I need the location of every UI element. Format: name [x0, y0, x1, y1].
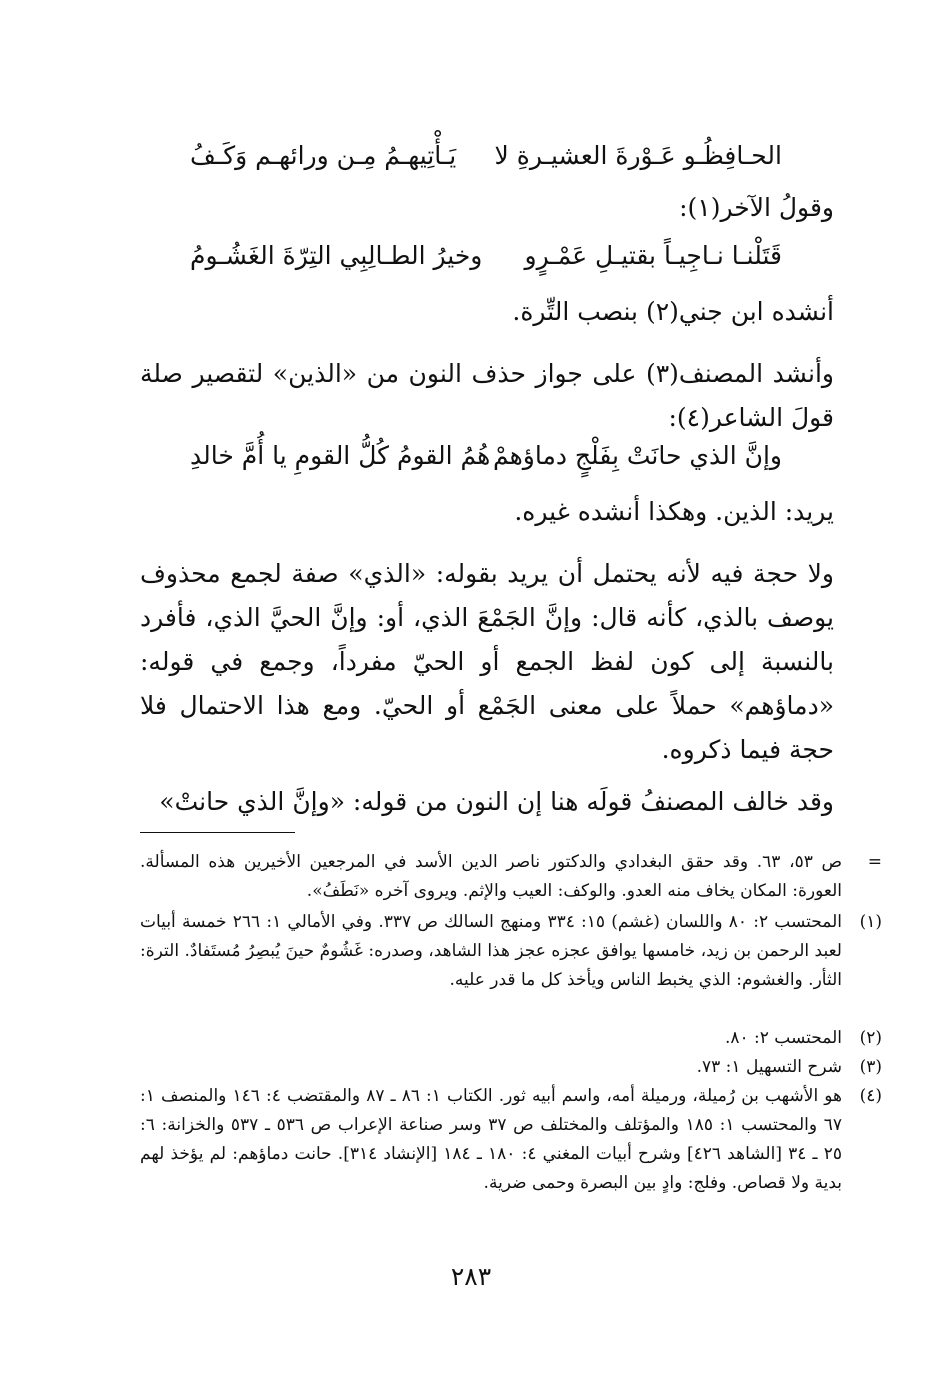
verse-2-note: أنشده ابن جني(٢) بنصب التِّرة.: [512, 297, 834, 326]
verse-3-note: يريد: الذين. وهكذا أنشده غيره.: [514, 497, 834, 526]
footnote-3: [140, 1053, 882, 1082]
page-number: ٢٨٣: [450, 1262, 492, 1291]
verse-3-first-hemistich: وإنَّ الذي حانَتْ بِفَلْجٍ دماؤهمْ: [492, 441, 782, 470]
footnote-marker: =: [867, 852, 882, 872]
footnote-separator: [140, 832, 295, 833]
verse-2-intro: وقولُ الآخر(١):: [679, 193, 834, 222]
footnote-continued: [140, 848, 882, 906]
footnote-1: [140, 908, 882, 995]
verse-1-second-hemistich: يَـأْتِيهـمُ مِـن ورائهـم وَكَـفُ: [190, 141, 457, 170]
footnote-text: شرح التسهيل ١: ٧٣.: [696, 1057, 842, 1077]
footnote-text: ص ٥٣، ٦٣. وقد حقق البغدادي والدكتور ناصر الدين الأسد في المرجعين الأخيرين هذه المسألة. العورة: المكان يخاف منه العدو. والوكف: العيب والإثم. ويروى آخره «نَطَفُ».: [140, 852, 843, 901]
verse-2: [190, 240, 782, 280]
verse-3: [190, 440, 782, 480]
footnote-marker: (١): [859, 912, 882, 932]
footnote-2: [140, 1024, 882, 1053]
verse-2-first-hemistich: قَتَلْنـا نـاجِيـاً بقتيـلِ عَمْـرٍو: [524, 241, 782, 270]
verse-2-second-hemistich: وخيرُ الطـالِبِي التِرّةَ الغَشُـومُ: [190, 241, 483, 270]
paragraph-2: ولا حجة فيه لأنه يحتمل أن يريد بقوله: «الذي» صفة لجمع محذوف يوصف بالذي، كأنه قال: وإنَّ الجَمْعَ الذي، أو: وإنَّ الحيَّ الذي، فأفرد بالنسبة إلى كون لفظ الجمع أو الحيّ مفرداً، وجمع في قوله: «دماؤهم» حملاً على معنى الجَمْع أو الحيّ. ومع هذا الاحتمال فلا حجة فيما ذكروه.: [140, 559, 834, 764]
footnote-text: المحتسب ٢: ٨٠.: [724, 1028, 842, 1048]
footnote-marker: (٢): [859, 1028, 882, 1048]
footnote-text: المحتسب ٢: ٨٠ واللسان (غشم) ١٥: ٣٣٤ ومنهج السالك ص ٣٣٧. وفي الأمالي ١: ٢٦٦ خمسة أبيات لعبد الرحمن بن زيد، خامسها يوافق عجزه عجز هذا الشاهد، وصدره: غَشُومٌ حينَ يُبصِرُ مُستَفادٌ. الترة: الثأر. والغشوم: الذي يخبط الناس ويأخذ كل ما قدر عليه.: [140, 912, 842, 990]
footnote-marker: (٣): [859, 1057, 882, 1077]
footnote-text: هو الأشهب بن رُميلة، ورميلة أمه، واسم أبيه ثور. الكتاب ١: ٨٦ ـ ٨٧ والمقتضب ٤: ١٤٦ والمنصف ١: ٦٧ والمحتسب ١: ١٨٥ والمؤتلف والمختلف ص ٣٧ وسر صناعة الإعراب ص ٥٣٦ ـ ٥٣٧ والخزانة: ٦: ٢٥ ـ ٣٤ [الشاهد ٤٢٦] وشرح أبيات المغني ٤: ١٨٠ ـ ١٨٤ [الإنشاد ٣١٤]. حانت دماؤهم: لم يؤخذ لهم بدية ولا قصاص. وفلج: وادٍ بين البصرة وحمى ضرية.: [140, 1086, 843, 1193]
paragraph-1: وأنشد المصنف(٣) على جواز حذف النون من «الذين» لتقصير صلة قولَ الشاعر(٤):: [140, 359, 834, 432]
footnote-4: [140, 1082, 882, 1198]
paragraph-3: وقد خالف المصنفُ قولَه هنا إن النون من قوله: «وإنَّ الذي حانتْ»: [159, 787, 834, 816]
verse-1-first-hemistich: الحـافِظُـو عَـوْرةَ العشيـرةِ لا: [494, 141, 782, 170]
verse-3-second-hemistich: هُمُ القومُ كُلُّ القومِ يا أُمَّ خالدِ: [190, 441, 491, 470]
footnote-marker: (٤): [859, 1086, 882, 1106]
verse-1: [190, 140, 782, 180]
